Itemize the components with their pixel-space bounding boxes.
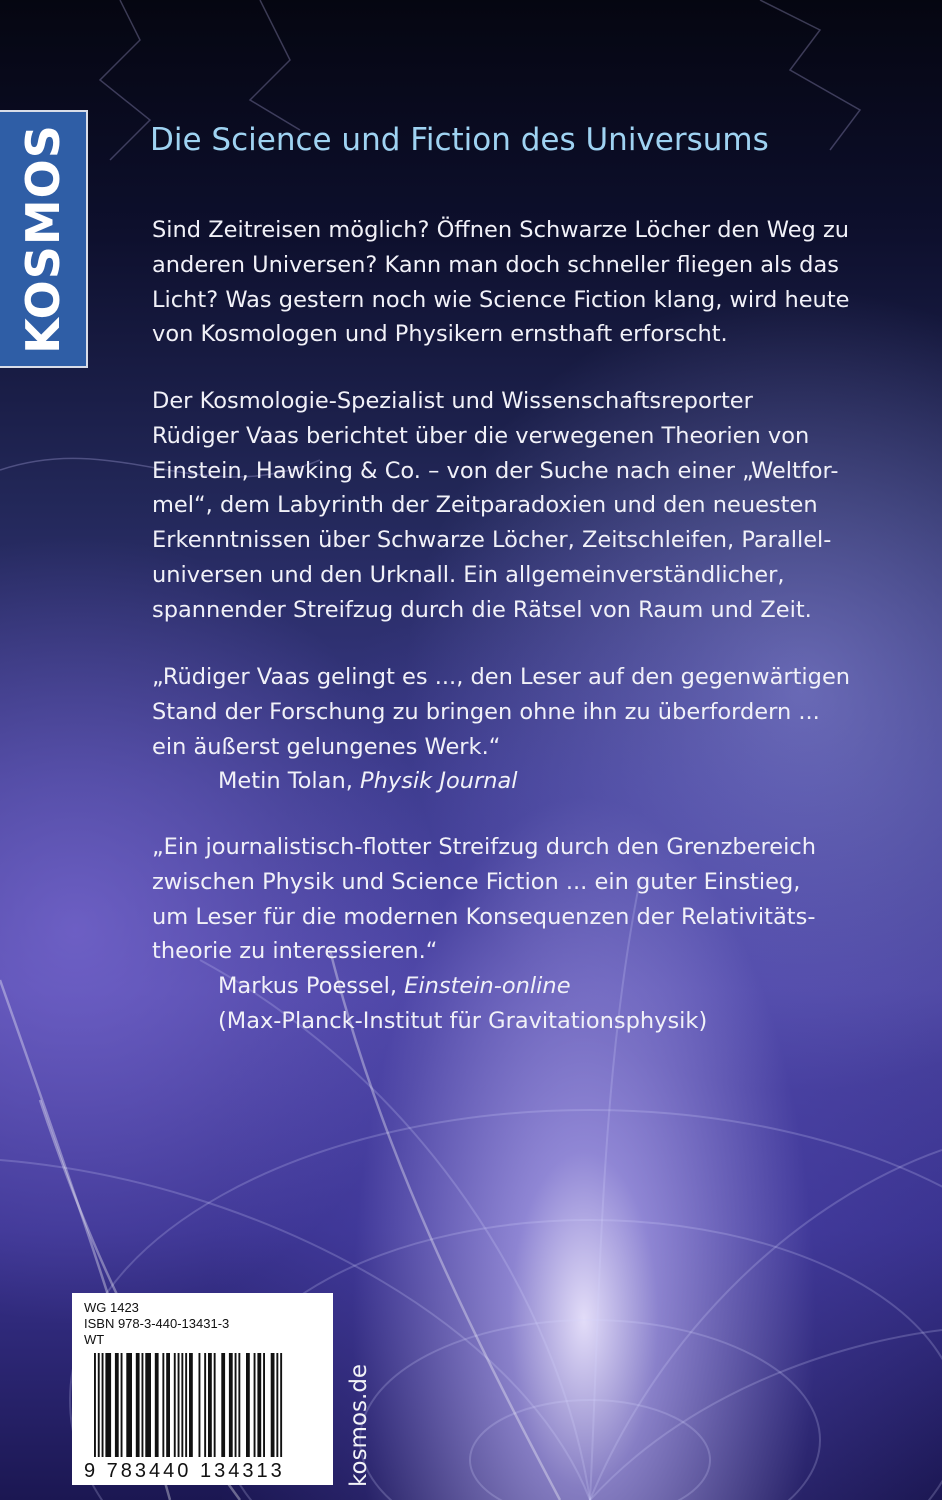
barcode-bar (271, 1353, 275, 1457)
barcode-bar (221, 1353, 225, 1457)
barcode-bar (208, 1353, 212, 1457)
barcode-bar (214, 1353, 216, 1457)
barcode-bar (246, 1353, 250, 1457)
barcode-bar (105, 1353, 111, 1457)
paragraph-line: spannender Streifzug durch die Rätsel von Raum und Zeit. (152, 596, 812, 623)
barcode-bar (181, 1353, 183, 1457)
paragraph-line: Erkenntnissen über Schwarze Löcher, Zeitschleifen, Parallel- (152, 527, 832, 554)
paragraph-line: mel“, dem Labyrinth der Zeitparadoxien und den neuesten (152, 492, 818, 519)
quote-line: „Ein journalistisch-flotter Streifzug durch den Grenzbereich (152, 834, 817, 860)
paragraph-line: Rüdiger Vaas berichtet über die verwegenen Theorien von (152, 422, 810, 449)
publisher-logo-tab (0, 110, 88, 368)
barcode-bar (136, 1353, 140, 1457)
barcode-bar (121, 1353, 123, 1457)
barcode-bar (199, 1353, 201, 1457)
quote-line: „Rüdiger Vaas gelingt es ..., den Leser auf den gegenwärtigen (152, 664, 851, 690)
quote-source: Physik Journal (360, 768, 518, 795)
paragraph-line: Einstein, Hawking & Co. – von der Suche nach einer „Weltfor- (152, 457, 839, 484)
barcode-bar (94, 1353, 96, 1457)
barcode-bar (238, 1353, 240, 1457)
barcode-bar (166, 1353, 170, 1457)
barcode-bar (98, 1353, 100, 1457)
barcode-bar (178, 1353, 180, 1457)
barcode-bar (276, 1353, 278, 1457)
paragraph-line: Licht? Was gestern noch wie Science Fiction klang, wird heute (152, 286, 850, 313)
barcode-bar (145, 1353, 151, 1457)
quote-institute: (Max-Planck-Institut für Gravitationsphysik) (218, 1007, 708, 1034)
description-paragraph (152, 384, 872, 628)
quote-attribution (152, 764, 872, 799)
barcode-bar (162, 1353, 164, 1457)
barcode-bar (155, 1353, 159, 1457)
quote-author: Markus Poessel, (218, 973, 397, 1000)
barcode-bar (185, 1353, 187, 1457)
review-quote-1 (152, 660, 872, 799)
wg-code: WG 1423 (84, 1300, 139, 1315)
barcode-bar (257, 1353, 261, 1457)
quote-line: zwischen Physik und Science Fiction ... ein guter Einstieg, (152, 868, 801, 895)
quote-line: um Leser für die modernen Konsequenzen der Relativitäts- (152, 903, 816, 930)
publisher-logo-text: KOSMOS (16, 124, 71, 354)
barcode-bar (229, 1353, 233, 1457)
barcode-bar (142, 1353, 144, 1457)
barcode-bar (254, 1353, 256, 1457)
quote-source: Einstein-online (404, 973, 571, 1000)
quote-attribution (152, 969, 872, 1004)
paragraph-line: anderen Universen? Kann man doch schneller fliegen als das (152, 251, 839, 278)
paragraph-line: Sind Zeitreisen möglich? Öffnen Schwarze Löcher den Weg zu (152, 217, 850, 243)
isbn-text: ISBN 978-3-440-13431-3 (84, 1316, 230, 1331)
barcode-bar (102, 1353, 104, 1457)
paragraph-line: universen und den Urknall. Ein allgemeinverständlicher, (152, 561, 785, 588)
review-quote-2 (152, 830, 872, 1039)
barcode-bar (174, 1353, 176, 1457)
barcode-digits: 9 783440 134313 (84, 1460, 285, 1482)
barcode-bar (235, 1353, 237, 1457)
barcode-bars (72, 1293, 333, 1485)
paragraph-line: von Kosmologen und Physikern ernsthaft erforscht. (152, 321, 728, 348)
barcode-bar (204, 1353, 206, 1457)
barcode-bar (263, 1353, 265, 1457)
paragraph-line: Der Kosmologie-Spezialist und Wissenschaftsreporter (152, 388, 753, 414)
barcode-bar (115, 1353, 119, 1457)
barcode-bar (189, 1353, 193, 1457)
barcode-bar (280, 1353, 282, 1457)
website-url: kosmos.de (346, 1363, 372, 1487)
quote-line: Stand der Forschung zu bringen ohne ihn zu überfordern ... (152, 698, 820, 725)
headline: Die Science und Fiction des Universums (150, 122, 769, 158)
barcode-bar (126, 1353, 132, 1457)
quote-line: theorie zu interessieren.“ (152, 938, 438, 965)
barcode-panel (72, 1293, 333, 1485)
intro-paragraph (152, 213, 872, 352)
barcode-code: WT (84, 1332, 105, 1347)
quote-line: ein äußerst gelungenes Werk.“ (152, 733, 501, 760)
quote-author: Metin Tolan, (218, 768, 353, 795)
